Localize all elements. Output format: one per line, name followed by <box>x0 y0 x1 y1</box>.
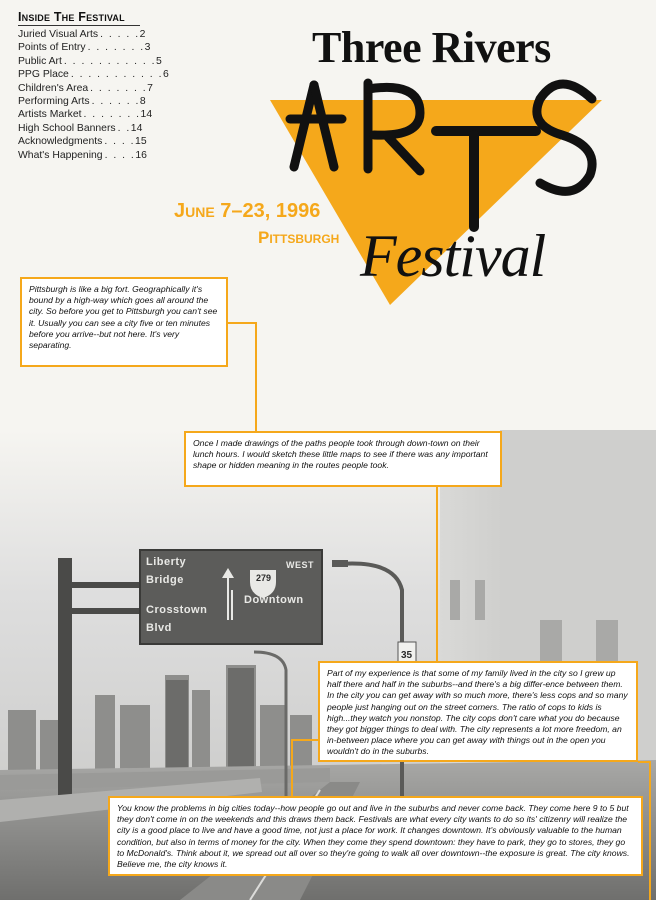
toc-item-leader: . . . . <box>104 149 136 161</box>
sign-text-crosstown: Crosstown <box>146 604 208 616</box>
route-shield-number: 279 <box>256 573 272 583</box>
toc-item-label: High School Banners <box>18 122 116 134</box>
toc-item-page: 5 <box>156 55 162 67</box>
toc-item-leader: . . . . . . . . . . . <box>63 55 157 67</box>
quote-box-suburbs: Part of my experience is that some of my family lived in the city so I grew up half there and half in the suburbs--and there's a big differ-ence between them. In the city you can get away with so much more, there's less cops and so many people just hanging out on the street corners. The ratio of cops to kids is high...they watch you nonstop. The city cops don't care what you do because they got bigger things to deal with. The city represents a lot more freedom, an in-between place where you can get away with things out in the open you wouldn't do in the suburbs. <box>318 661 638 762</box>
sign-text-liberty: Liberty <box>146 556 187 568</box>
quote-box-paths: Once I made drawings of the paths people took through down-town on their lunch hours. I would sketch these little maps to see if there was any important shape or hidden meaning in the routes people took. <box>184 431 502 487</box>
sign-text-west: WEST <box>286 560 314 570</box>
toc-item-leader: . . . . <box>104 136 136 148</box>
toc-item-page: 7 <box>147 82 153 94</box>
masthead-title: Three Rivers <box>312 23 551 72</box>
toc-item-leader: . . . . . <box>100 29 140 40</box>
sign-text-blvd: Blvd <box>146 622 172 634</box>
toc-item-label: Juried Visual Arts <box>18 29 99 40</box>
toc-item-label: Public Art <box>18 55 62 67</box>
quote-box-big-cities: You know the problems in big cities today--how people go out and live in the suburbs and never come back. They come here 9 to 5 but they don't come in on the weekends and this draws them back. Festivals are what every city wants to do so its' citizenry will realize the city is a good place to live and have a good time, not just a place for work. It changes downtown. It's obviously valuable to the human condition, but also in terms of money for the city. When they come they spend downtown: they have to park, they go to stores, they go to McDonald's. Think about it, we spread out all over so they're going to walk all over downtown--the exposure is great. The city knows. Believe me, the city knows it. <box>108 796 643 876</box>
toc-item-page: 14 <box>130 122 143 134</box>
toc-item-leader: . . . . . . <box>91 96 140 108</box>
quote-box-fort: Pittsburgh is like a big fort. Geographically it's bound by a high-way which goes all around the city. So before you get to Pittsburgh you can't see it. Usually you can see a city five or ten minutes before you arrive--but not here. It's very separating. <box>20 277 228 367</box>
toc-item-leader: . . . . . . . <box>90 82 148 94</box>
sign-text-bridge: Bridge <box>146 574 184 586</box>
toc-title: Inside The Festival <box>18 10 140 26</box>
sign-text-downtown: Downtown <box>244 594 304 606</box>
toc-item-label: Performing Arts <box>18 96 90 108</box>
toc-item-page: 14 <box>140 109 153 121</box>
toc-item-page: 8 <box>139 96 146 108</box>
festival-city: Pittsburgh <box>258 228 340 247</box>
toc-item-label: Artists Market <box>18 109 82 121</box>
festival-word: Festival <box>360 223 546 289</box>
toc-item-label: What's Happening <box>18 149 103 161</box>
toc-item-label: Children's Area <box>18 82 89 94</box>
toc-item-page: 16 <box>135 149 147 161</box>
toc-item-label: Acknowledgments <box>18 136 103 148</box>
toc-item-label: PPG Place <box>18 69 69 81</box>
toc-item-leader: . . . . . . . . . . . <box>70 69 163 81</box>
toc-item-page: 6 <box>162 69 169 81</box>
toc-item-leader: . . <box>117 122 131 134</box>
toc-item-page: 3 <box>144 42 151 54</box>
toc-item-page: 2 <box>139 29 146 40</box>
festival-dates: June 7–23, 1996 <box>174 200 321 222</box>
toc-item-leader: . . . . . . . <box>87 42 145 54</box>
toc-item-leader: . . . . . . . <box>83 109 141 121</box>
toc-item-label: Points of Entry <box>18 42 86 54</box>
speed-limit-number: 35 <box>401 650 413 661</box>
toc-item-page: 15 <box>135 136 147 148</box>
